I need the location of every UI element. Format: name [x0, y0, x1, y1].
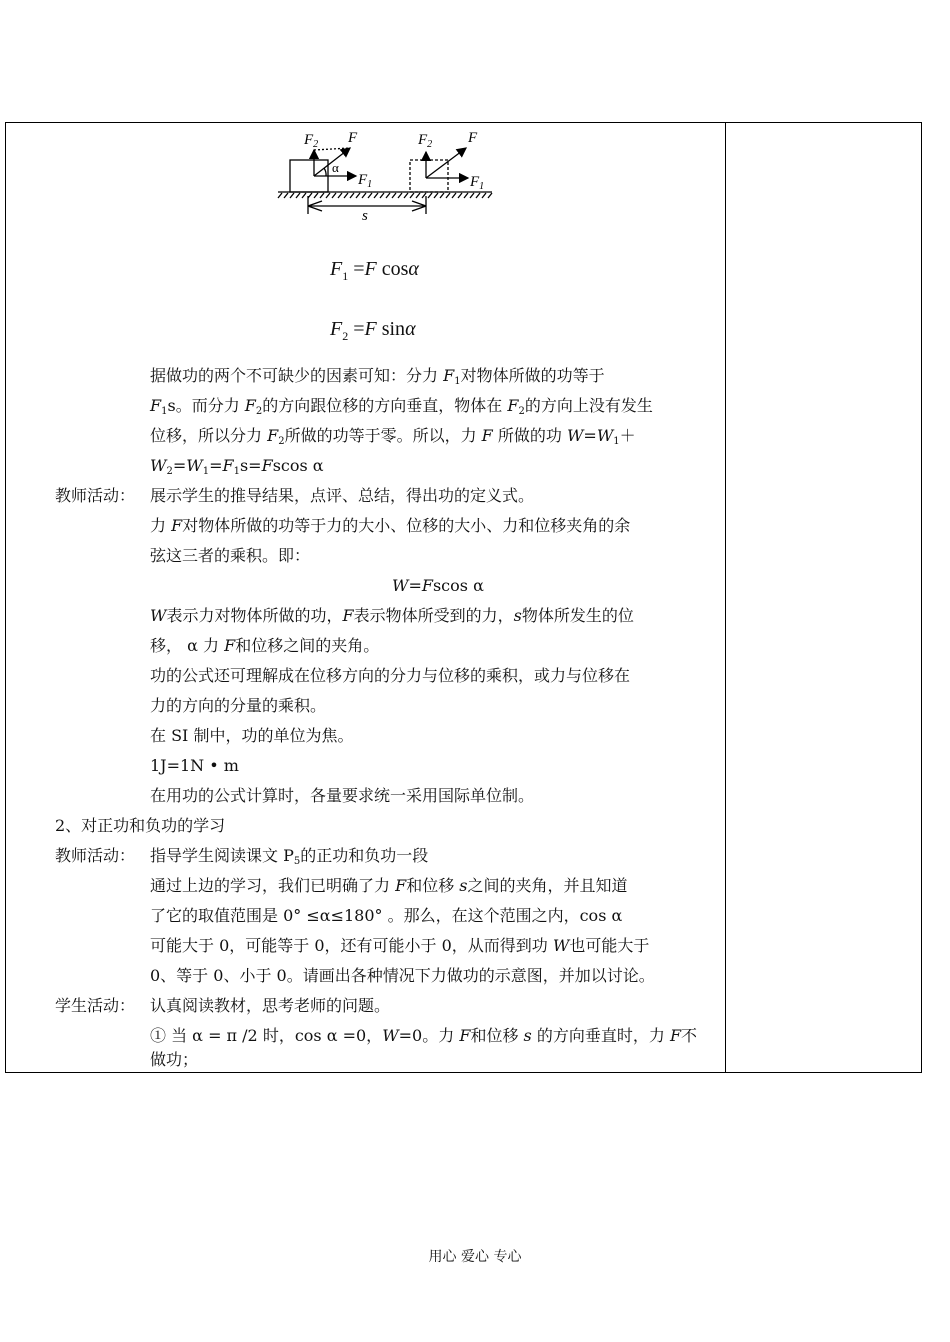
para-line-2: $F_1s$。而分力 $F_2$的方向跟位移的方向垂直，物体在 $F_2$的方向上没有发生 [150, 396, 653, 417]
label-f-left: F [348, 130, 358, 146]
student-activity-label: 学生活动： [55, 996, 136, 1015]
para-line-20: 可能大于 0，可能等于 0，还有可能小于 0，从而得到功 W也可能大于 [150, 936, 650, 955]
section-heading-2: 2、对正功和负功的学习 [55, 816, 226, 835]
teacher-activity-text-2: 指导学生阅读课文 $P_5$的正功和负功一段 [150, 846, 429, 867]
label-alpha: α [332, 160, 339, 175]
page-footer: 用心 爱心 专心 [428, 1249, 522, 1265]
para-line-10: 移， α 力 F和位移之间的夹角。 [150, 636, 380, 655]
para-line-11: 功的公式还可理解成在位移方向的分力与位移的乘积，或力与位移在 [150, 666, 631, 685]
para-line-9: W表示力对物体所做的功，F表示物体所受到的力，s物体所发生的位 [150, 606, 634, 625]
para-line-21: 0、等于 0、小于 0。请画出各种情况下力做功的示意图，并加以讨论。 [150, 966, 655, 985]
label-f-right: F [468, 130, 478, 146]
table-column-divider [725, 122, 726, 1073]
para-line-4: $W_2=W_1=F_1s=Fscos$ α [150, 456, 324, 477]
force-diagram [274, 122, 496, 222]
label-f1-left: $F_1$ [358, 172, 373, 190]
teacher-activity-label: 教师活动： [55, 486, 136, 505]
teacher-activity-label-2: 教师活动： [55, 846, 136, 865]
para-line-18: 通过上边的学习，我们已明确了力 F和位移 s之间的夹角，并且知道 [150, 876, 628, 895]
formula-f1: $F_1 =F$ cosα [330, 258, 419, 283]
para-line-14: 1J=1N • m [150, 756, 239, 775]
label-s: s [362, 208, 368, 222]
para-line-13: 在 SI 制中，功的单位为焦。 [150, 726, 354, 745]
para-line-12: 力的方向的分量的乘积。 [150, 696, 327, 715]
para-line-23: ① 当 α = π /2 时，cos α =0，W=0。力 F和位移 s 的方向垂直时，力 F不 [150, 1026, 698, 1045]
label-f2-right: $F_2$ [418, 132, 433, 150]
formula-f2: $F_2 =F$ sinα [330, 318, 416, 343]
para-line-7: 弦这三者的乘积。即： [150, 546, 311, 565]
para-line-19: 了它的取值范围是 0° ≤α≤180° 。那么，在这个范围之内，cos α [150, 906, 623, 925]
student-activity-text: 认真阅读教材，思考老师的问题。 [150, 996, 391, 1015]
para-line-24: 做功； [150, 1050, 199, 1069]
para-line-6: 力 F对物体所做的功等于力的大小、位移的大小、力和位移夹角的余 [150, 516, 631, 535]
para-line-3: 位移，所以分力 $F_2$所做的功等于零。所以，力 F 所做的功 $W=W_1+$ [150, 426, 636, 447]
label-f2-left: $F_2$ [304, 132, 319, 150]
para-line-1: 据做功的两个不可缺少的因素可知：分力 $F_1$对物体所做的功等于 [150, 366, 605, 387]
work-formula: W=Fscos α [392, 576, 484, 595]
label-f1-right: $F_1$ [470, 174, 485, 192]
teacher-activity-text: 展示学生的推导结果，点评、总结，得出功的定义式。 [150, 486, 535, 505]
table-frame [5, 122, 922, 1073]
para-line-15: 在用功的公式计算时，各量要求统一采用国际单位制。 [150, 786, 535, 805]
